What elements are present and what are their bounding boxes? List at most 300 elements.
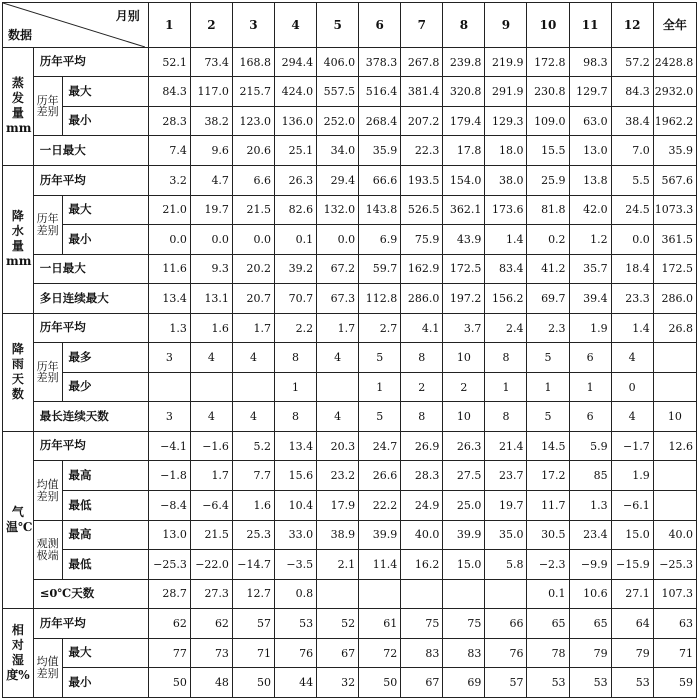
value-cell: 8: [401, 402, 443, 432]
value-cell: 2.7: [359, 313, 401, 343]
value-cell: 129.7: [569, 77, 611, 107]
value-cell: 84.3: [148, 77, 190, 107]
month-header: 11: [569, 3, 611, 48]
value-cell: 12.6: [653, 431, 696, 461]
value-cell: 4.1: [401, 313, 443, 343]
value-cell: 0.1: [527, 579, 569, 609]
value-cell: 5.8: [485, 550, 527, 580]
table-row: [3, 579, 697, 609]
value-cell: 172.5: [443, 254, 485, 284]
value-cell: 15.5: [527, 136, 569, 166]
value-cell: 75: [401, 609, 443, 639]
value-cell: 1.3: [569, 491, 611, 521]
value-cell: 39.9: [359, 520, 401, 550]
value-cell: 53: [569, 668, 611, 698]
value-cell: 43.9: [443, 225, 485, 255]
value-cell: 44: [275, 668, 317, 698]
value-cell: 112.8: [359, 284, 401, 314]
value-cell: 26.8: [653, 313, 696, 343]
value-cell: 59.7: [359, 254, 401, 284]
value-cell: 22.3: [401, 136, 443, 166]
table-row: [3, 136, 697, 166]
value-cell: 75.9: [401, 225, 443, 255]
value-cell: 20.3: [317, 431, 359, 461]
table-row: [3, 254, 697, 284]
value-cell: 64: [611, 609, 653, 639]
value-cell: 0.0: [611, 225, 653, 255]
table-row: [3, 402, 697, 432]
value-cell: 85: [569, 461, 611, 491]
value-cell: 83: [401, 638, 443, 668]
value-cell: 0.0: [317, 225, 359, 255]
value-cell: 23.2: [317, 461, 359, 491]
value-cell: 39.4: [569, 284, 611, 314]
value-cell: 526.5: [401, 195, 443, 225]
value-cell: [485, 579, 527, 609]
value-cell: 7.0: [611, 136, 653, 166]
value-cell: 294.4: [275, 47, 317, 77]
value-cell: 10: [443, 402, 485, 432]
value-cell: 25.1: [275, 136, 317, 166]
value-cell: 61: [359, 609, 401, 639]
value-cell: 179.4: [443, 106, 485, 136]
value-cell: 35.7: [569, 254, 611, 284]
value-cell: 21.5: [190, 520, 232, 550]
value-cell: 38.0: [485, 166, 527, 196]
value-cell: 32: [317, 668, 359, 698]
value-cell: 1.6: [232, 491, 274, 521]
value-cell: 23.3: [611, 284, 653, 314]
value-cell: [443, 579, 485, 609]
value-cell: 378.3: [359, 47, 401, 77]
month-header: 5: [317, 3, 359, 48]
value-cell: 79: [569, 638, 611, 668]
data-axis-label: 数据: [8, 27, 33, 42]
value-cell: 18.4: [611, 254, 653, 284]
value-cell: 9.3: [190, 254, 232, 284]
value-cell: 15.0: [443, 550, 485, 580]
value-cell: 29.4: [317, 166, 359, 196]
value-cell: 15.6: [275, 461, 317, 491]
value-cell: 20.2: [232, 254, 274, 284]
value-cell: 168.8: [232, 47, 274, 77]
value-cell: 11.6: [148, 254, 190, 284]
table-row: [3, 166, 697, 196]
value-cell: −6.1: [611, 491, 653, 521]
value-cell: 73.4: [190, 47, 232, 77]
value-cell: 4: [232, 402, 274, 432]
value-cell: 320.8: [443, 77, 485, 107]
value-cell: 67.2: [317, 254, 359, 284]
row-label: 最长连续天数: [33, 402, 148, 432]
value-cell: 267.8: [401, 47, 443, 77]
value-cell: 4: [317, 343, 359, 373]
value-cell: 67: [401, 668, 443, 698]
value-cell: 2.1: [317, 550, 359, 580]
value-cell: 62: [190, 609, 232, 639]
value-cell: 516.4: [359, 77, 401, 107]
value-cell: 67: [317, 638, 359, 668]
value-cell: 27.5: [443, 461, 485, 491]
value-cell: 557.5: [317, 77, 359, 107]
table-row: [3, 225, 697, 255]
value-cell: 172.5: [653, 254, 696, 284]
value-cell: 63.0: [569, 106, 611, 136]
value-cell: 83: [443, 638, 485, 668]
value-cell: 2.3: [527, 313, 569, 343]
value-cell: 34.0: [317, 136, 359, 166]
value-cell: 1.6: [190, 313, 232, 343]
value-cell: 53: [527, 668, 569, 698]
value-cell: 4: [190, 343, 232, 373]
value-cell: 8: [275, 402, 317, 432]
value-cell: 1.9: [569, 313, 611, 343]
value-cell: 1: [485, 372, 527, 402]
value-cell: −25.3: [653, 550, 696, 580]
value-cell: [653, 372, 696, 402]
row-label: 最小: [62, 668, 148, 698]
value-cell: 66: [485, 609, 527, 639]
value-cell: 0.2: [527, 225, 569, 255]
row-label: 最高: [62, 461, 148, 491]
subgroup-label: 观测极端: [33, 520, 62, 579]
value-cell: 71: [653, 638, 696, 668]
value-cell: 406.0: [317, 47, 359, 77]
value-cell: 69.7: [527, 284, 569, 314]
corner-header-cell: [3, 3, 149, 48]
value-cell: 13.0: [569, 136, 611, 166]
subgroup-label: 均值差别: [33, 461, 62, 520]
value-cell: 73: [190, 638, 232, 668]
value-cell: 5.9: [569, 431, 611, 461]
value-cell: 193.5: [401, 166, 443, 196]
value-cell: 10.4: [275, 491, 317, 521]
value-cell: 0.0: [190, 225, 232, 255]
row-label: 多日连续最大: [33, 284, 148, 314]
value-cell: 215.7: [232, 77, 274, 107]
subgroup-label: 均值差别: [33, 638, 62, 697]
value-cell: −15.9: [611, 550, 653, 580]
value-cell: 0.0: [148, 225, 190, 255]
value-cell: [653, 461, 696, 491]
value-cell: 42.0: [569, 195, 611, 225]
table-row: [3, 520, 697, 550]
row-label: 历年平均: [33, 431, 148, 461]
value-cell: 11.7: [527, 491, 569, 521]
row-label: 最少: [62, 372, 148, 402]
value-cell: 22.2: [359, 491, 401, 521]
value-cell: 4.7: [190, 166, 232, 196]
value-cell: 83.4: [485, 254, 527, 284]
month-header: 2: [190, 3, 232, 48]
table-row: [3, 609, 697, 639]
value-cell: 6: [569, 343, 611, 373]
value-cell: 8: [401, 343, 443, 373]
value-cell: 3.7: [443, 313, 485, 343]
value-cell: 6.6: [232, 166, 274, 196]
row-label: 最小: [62, 106, 148, 136]
row-label: 历年平均: [33, 47, 148, 77]
value-cell: 10.6: [569, 579, 611, 609]
value-cell: 5.2: [232, 431, 274, 461]
value-cell: 286.0: [401, 284, 443, 314]
month-header: 10: [527, 3, 569, 48]
month-header: 4: [275, 3, 317, 48]
value-cell: 362.1: [443, 195, 485, 225]
value-cell: 28.7: [148, 579, 190, 609]
table-row: [3, 668, 697, 698]
value-cell: 6.9: [359, 225, 401, 255]
value-cell: 19.7: [190, 195, 232, 225]
value-cell: 18.0: [485, 136, 527, 166]
value-cell: 38.9: [317, 520, 359, 550]
value-cell: 52: [317, 609, 359, 639]
value-cell: [401, 579, 443, 609]
value-cell: 1.3: [148, 313, 190, 343]
value-cell: 57: [232, 609, 274, 639]
group-title: 气温℃: [3, 431, 34, 608]
value-cell: −22.0: [190, 550, 232, 580]
value-cell: 15.0: [611, 520, 653, 550]
value-cell: 381.4: [401, 77, 443, 107]
table-row: [3, 461, 697, 491]
value-cell: 1.4: [485, 225, 527, 255]
value-cell: 0.1: [275, 225, 317, 255]
table-row: [3, 491, 697, 521]
value-cell: 84.3: [611, 77, 653, 107]
value-cell: 63: [653, 609, 696, 639]
value-cell: 25.0: [443, 491, 485, 521]
value-cell: 1.7: [317, 313, 359, 343]
value-cell: 77: [148, 638, 190, 668]
value-cell: 17.2: [527, 461, 569, 491]
value-cell: 0.0: [232, 225, 274, 255]
value-cell: 28.3: [148, 106, 190, 136]
header-row: [3, 3, 697, 48]
value-cell: 1: [359, 372, 401, 402]
value-cell: 70.7: [275, 284, 317, 314]
value-cell: 14.5: [527, 431, 569, 461]
value-cell: 21.4: [485, 431, 527, 461]
value-cell: −9.9: [569, 550, 611, 580]
value-cell: 59: [653, 668, 696, 698]
table-row: [3, 550, 697, 580]
group-title: 蒸发量mm: [3, 47, 34, 165]
value-cell: 13.0: [148, 520, 190, 550]
value-cell: 291.9: [485, 77, 527, 107]
month-header: 3: [232, 3, 274, 48]
group-title: 相对湿度%: [3, 609, 34, 698]
value-cell: −3.5: [275, 550, 317, 580]
value-cell: 107.3: [653, 579, 696, 609]
value-cell: 72: [359, 638, 401, 668]
value-cell: 50: [359, 668, 401, 698]
value-cell: 76: [275, 638, 317, 668]
value-cell: 286.0: [653, 284, 696, 314]
table-row: [3, 343, 697, 373]
value-cell: [190, 372, 232, 402]
value-cell: 75: [443, 609, 485, 639]
value-cell: 20.6: [232, 136, 274, 166]
value-cell: 5: [527, 402, 569, 432]
value-cell: 1: [527, 372, 569, 402]
table-row: [3, 47, 697, 77]
table-row: [3, 77, 697, 107]
value-cell: 5: [527, 343, 569, 373]
month-header: 全年: [653, 3, 696, 48]
value-cell: 13.8: [569, 166, 611, 196]
value-cell: 154.0: [443, 166, 485, 196]
value-cell: 26.3: [443, 431, 485, 461]
value-cell: 23.4: [569, 520, 611, 550]
value-cell: [317, 372, 359, 402]
row-label: 一日最大: [33, 136, 148, 166]
value-cell: 12.7: [232, 579, 274, 609]
value-cell: 230.8: [527, 77, 569, 107]
value-cell: 82.6: [275, 195, 317, 225]
table-row: [3, 638, 697, 668]
value-cell: 67.3: [317, 284, 359, 314]
value-cell: 10: [443, 343, 485, 373]
subgroup-label: 历年差别: [33, 343, 62, 402]
value-cell: 123.0: [232, 106, 274, 136]
value-cell: 53: [611, 668, 653, 698]
month-header: 9: [485, 3, 527, 48]
value-cell: 76: [485, 638, 527, 668]
value-cell: 424.0: [275, 77, 317, 107]
value-cell: −14.7: [232, 550, 274, 580]
value-cell: −8.4: [148, 491, 190, 521]
value-cell: 1.9: [611, 461, 653, 491]
value-cell: 6: [569, 402, 611, 432]
value-cell: 1: [275, 372, 317, 402]
table-row: [3, 195, 697, 225]
value-cell: 2428.8: [653, 47, 696, 77]
value-cell: 35.9: [653, 136, 696, 166]
value-cell: [148, 372, 190, 402]
value-cell: 16.2: [401, 550, 443, 580]
value-cell: 2: [401, 372, 443, 402]
row-label: ≤0℃天数: [33, 579, 148, 609]
value-cell: 25.9: [527, 166, 569, 196]
value-cell: 1: [569, 372, 611, 402]
climate-data-table: [2, 2, 697, 698]
value-cell: 4: [611, 402, 653, 432]
value-cell: 24.9: [401, 491, 443, 521]
table-row: [3, 284, 697, 314]
value-cell: 50: [148, 668, 190, 698]
row-label: 最大: [62, 77, 148, 107]
value-cell: 50: [232, 668, 274, 698]
value-cell: 26.6: [359, 461, 401, 491]
value-cell: 26.9: [401, 431, 443, 461]
value-cell: 13.1: [190, 284, 232, 314]
value-cell: 40.0: [401, 520, 443, 550]
value-cell: 62: [148, 609, 190, 639]
value-cell: 117.0: [190, 77, 232, 107]
month-header: 8: [443, 3, 485, 48]
value-cell: 57.2: [611, 47, 653, 77]
row-label: 历年平均: [33, 166, 148, 196]
value-cell: 3.2: [148, 166, 190, 196]
value-cell: 21.0: [148, 195, 190, 225]
value-cell: 5: [359, 402, 401, 432]
value-cell: 33.0: [275, 520, 317, 550]
value-cell: −4.1: [148, 431, 190, 461]
value-cell: −1.6: [190, 431, 232, 461]
month-header: 12: [611, 3, 653, 48]
value-cell: 26.3: [275, 166, 317, 196]
value-cell: [653, 491, 696, 521]
table-row: [3, 106, 697, 136]
value-cell: [359, 579, 401, 609]
value-cell: 38.2: [190, 106, 232, 136]
value-cell: 268.4: [359, 106, 401, 136]
row-label: 最大: [62, 195, 148, 225]
value-cell: 40.0: [653, 520, 696, 550]
value-cell: 19.7: [485, 491, 527, 521]
row-label: 历年平均: [33, 609, 148, 639]
value-cell: 48: [190, 668, 232, 698]
row-label: 最小: [62, 225, 148, 255]
value-cell: 35.0: [485, 520, 527, 550]
value-cell: 239.8: [443, 47, 485, 77]
value-cell: 13.4: [275, 431, 317, 461]
value-cell: 7.4: [148, 136, 190, 166]
value-cell: 219.9: [485, 47, 527, 77]
value-cell: 162.9: [401, 254, 443, 284]
month-axis-label: 月别: [115, 9, 140, 23]
value-cell: 38.4: [611, 106, 653, 136]
value-cell: 8: [485, 343, 527, 373]
value-cell: 2: [443, 372, 485, 402]
value-cell: 23.7: [485, 461, 527, 491]
group-title: 降雨天数: [3, 313, 34, 431]
value-cell: 9.6: [190, 136, 232, 166]
row-label: 一日最大: [33, 254, 148, 284]
month-header: 1: [148, 3, 190, 48]
value-cell: 66.6: [359, 166, 401, 196]
value-cell: 79: [611, 638, 653, 668]
value-cell: 5.5: [611, 166, 653, 196]
month-header: 6: [359, 3, 401, 48]
subgroup-label: 历年差别: [33, 195, 62, 254]
row-label: 最低: [62, 550, 148, 580]
value-cell: 8: [485, 402, 527, 432]
table-row: [3, 431, 697, 461]
value-cell: [317, 579, 359, 609]
value-cell: 197.2: [443, 284, 485, 314]
value-cell: 21.5: [232, 195, 274, 225]
value-cell: 3: [148, 402, 190, 432]
value-cell: 567.6: [653, 166, 696, 196]
value-cell: 20.7: [232, 284, 274, 314]
value-cell: 2.2: [275, 313, 317, 343]
value-cell: [653, 343, 696, 373]
value-cell: 252.0: [317, 106, 359, 136]
value-cell: 4: [190, 402, 232, 432]
value-cell: 207.2: [401, 106, 443, 136]
value-cell: 8: [275, 343, 317, 373]
subgroup-label: 历年差别: [33, 77, 62, 136]
value-cell: 57: [485, 668, 527, 698]
value-cell: 13.4: [148, 284, 190, 314]
row-label: 最多: [62, 343, 148, 373]
value-cell: 3: [148, 343, 190, 373]
table-row: [3, 372, 697, 402]
value-cell: 0: [611, 372, 653, 402]
value-cell: 1073.3: [653, 195, 696, 225]
